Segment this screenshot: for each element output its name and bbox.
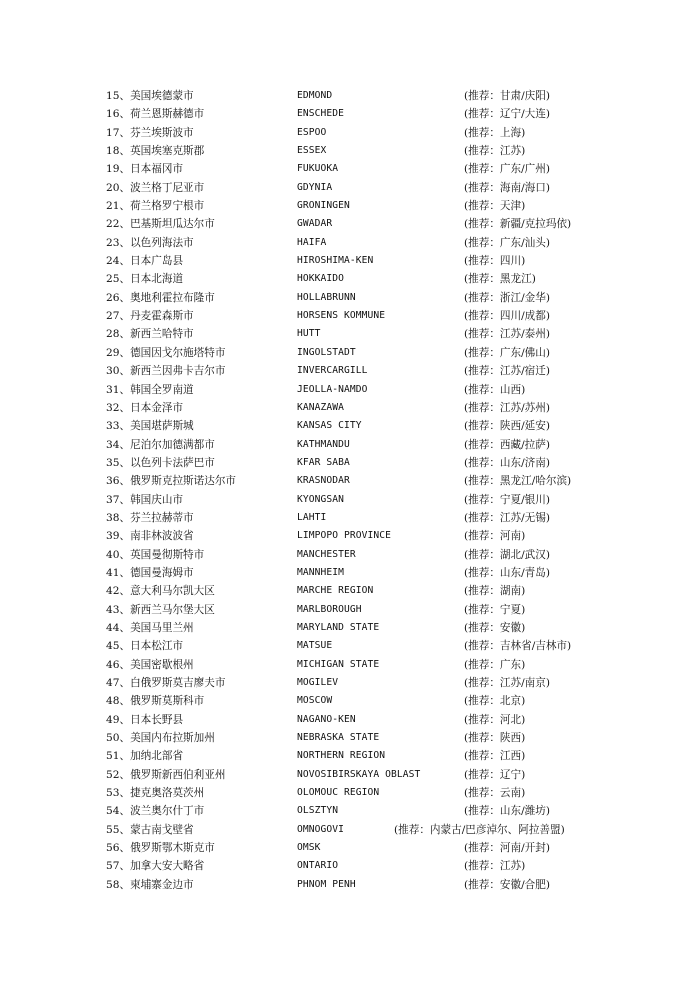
city-chinese-name: 42、意大利马尔凯大区 [106,585,215,598]
recommended-partner: (推荐：河南/开封) [464,842,550,855]
city-english-name: HUTT [297,328,321,340]
city-chinese-name: 26、奥地利霍拉布隆市 [106,291,215,304]
city-chinese-name: 45、日本松江市 [106,640,184,653]
list-item [106,582,666,600]
list-item [106,472,666,490]
city-chinese-name: 57、加拿大安大略省 [106,860,205,873]
recommended-partner: (推荐：山东/济南) [464,456,550,469]
recommended-partner: (推荐：浙江/金华) [464,291,550,304]
city-english-name: ONTARIO [297,860,339,872]
city-chinese-name: 31、韩国全罗南道 [106,383,194,396]
list-item [106,325,666,343]
city-chinese-name: 18、英国埃塞克斯郡 [106,145,205,158]
sister-city-list [106,87,666,894]
recommended-partner: (推荐：山东/潍坊) [464,805,550,818]
recommended-partner: (推荐：江西) [464,750,526,763]
city-english-name: MICHIGAN STATE [297,658,380,670]
city-english-name: KATHMANDU [297,438,350,450]
recommended-partner: (推荐：黑龙江/哈尔滨) [464,475,572,488]
recommended-partner: (推荐：安徽) [464,621,526,634]
city-english-name: HORSENS KOMMUNE [297,310,386,322]
list-item [106,344,666,362]
list-item [106,766,666,784]
list-item [106,87,666,105]
city-chinese-name: 30、新西兰因弗卡吉尔市 [106,365,226,378]
recommended-partner: (推荐：广东) [464,658,526,671]
city-english-name: HOKKAIDO [297,273,345,285]
city-chinese-name: 22、巴基斯坦瓜达尔市 [106,218,215,231]
recommended-partner: (推荐：辽宁/大连) [464,108,550,121]
list-item [106,179,666,197]
recommended-partner: (推荐：西藏/拉萨) [464,438,550,451]
recommended-partner: (推荐：内蒙古/巴彦淖尔、阿拉善盟) [394,823,565,836]
city-english-name: MOGILEV [297,677,339,688]
recommended-partner: (推荐：陕西/延安) [464,420,550,433]
recommended-partner: (推荐：广东/佛山) [464,346,550,359]
city-chinese-name: 19、日本福冈市 [106,163,184,176]
city-chinese-name: 44、美国马里兰州 [106,621,194,634]
city-english-name: GRONINGEN [297,200,350,212]
list-item [106,454,666,472]
city-english-name: KANSAS CITY [297,420,362,432]
list-item [106,619,666,637]
list-item [106,509,666,527]
city-english-name: HOLLABRUNN [297,291,356,303]
city-chinese-name: 28、新西兰哈特市 [106,328,194,341]
recommended-partner: (推荐：广东/广州) [464,163,550,176]
list-item [106,234,666,252]
city-english-name: HIROSHIMA-KEN [297,255,374,267]
city-english-name: KANAZAWA [297,401,345,413]
city-english-name: NOVOSIBIRSKAYA OBLAST [297,768,421,780]
list-item [106,491,666,509]
list-item [106,270,666,288]
city-chinese-name: 16、荷兰恩斯赫德市 [106,108,205,121]
list-item [106,711,666,729]
city-english-name: MATSUE [297,640,333,652]
recommended-partner: (推荐：黑龙江) [464,273,536,286]
city-english-name: FUKUOKA [297,163,339,175]
city-english-name: OMNOGOVI [297,823,345,835]
city-english-name: MARLBOROUGH [297,603,362,615]
city-chinese-name: 51、加纳北部省 [106,750,184,763]
city-chinese-name: 43、新西兰马尔堡大区 [106,603,215,616]
city-english-name: ESSEX [297,145,327,157]
city-chinese-name: 17、芬兰埃斯波市 [106,126,194,139]
list-item [106,601,666,619]
recommended-partner: (推荐：山东/青岛) [464,566,550,579]
city-english-name: INGOLSTADT [297,346,356,358]
list-item [106,821,666,839]
city-english-name: OMSK [297,842,321,854]
city-chinese-name: 53、捷克奥洛莫茨州 [106,787,205,800]
city-chinese-name: 20、波兰格丁尼亚市 [106,181,205,194]
city-english-name: ENSCHEDE [297,108,345,120]
recommended-partner: (推荐：宁夏/银川) [464,493,550,506]
list-item [106,876,666,894]
city-chinese-name: 23、以色列海法市 [106,236,194,249]
list-item [106,399,666,417]
list-item [106,142,666,160]
list-item [106,381,666,399]
list-item [106,839,666,857]
list-item [106,656,666,674]
city-chinese-name: 48、俄罗斯莫斯科市 [106,695,205,708]
recommended-partner: (推荐：宁夏) [464,603,526,616]
city-chinese-name: 34、尼泊尔加德满都市 [106,438,215,451]
recommended-partner: (推荐：江苏/南京) [464,677,550,689]
list-item [106,307,666,325]
list-item [106,857,666,875]
recommended-partner: (推荐：北京) [464,695,526,708]
recommended-partner: (推荐：河北) [464,713,526,726]
city-english-name: MARCHE REGION [297,585,374,597]
list-item [106,674,666,692]
city-chinese-name: 21、荷兰格罗宁根市 [106,200,205,213]
city-chinese-name: 27、丹麦霍森斯市 [106,310,194,323]
city-chinese-name: 15、美国埃德蒙市 [106,90,194,102]
city-chinese-name: 25、日本北海道 [106,273,184,286]
city-english-name: HAIFA [297,236,327,248]
city-chinese-name: 40、英国曼彻斯特市 [106,548,205,561]
list-item [106,362,666,380]
list-item [106,527,666,545]
list-item [106,637,666,655]
city-english-name: LAHTI [297,511,327,523]
city-english-name: OLOMOUC REGION [297,787,380,799]
recommended-partner: (推荐：安徽/合肥) [464,878,550,891]
city-english-name: MANNHEIM [297,566,345,578]
list-item [106,215,666,233]
city-english-name: NORTHERN REGION [297,750,386,762]
city-english-name: INVERCARGILL [297,365,368,377]
recommended-partner: (推荐：辽宁) [464,768,526,781]
recommended-partner: (推荐：海南/海口) [464,181,550,194]
recommended-partner: (推荐：江苏/苏州) [464,401,550,414]
list-item [106,546,666,564]
city-chinese-name: 39、南非林波波省 [106,530,194,543]
city-english-name: KRASNODAR [297,475,350,487]
recommended-partner: (推荐：江苏/泰州) [464,328,550,341]
list-item [106,124,666,142]
city-chinese-name: 37、韩国庆山市 [106,493,184,506]
city-english-name: NEBRASKA STATE [297,732,380,744]
recommended-partner: (推荐：天津) [464,200,526,213]
recommended-partner: (推荐：广东/汕头) [464,236,550,249]
city-chinese-name: 49、日本长野县 [106,713,184,726]
city-english-name: ESPOO [297,126,327,138]
city-english-name: LIMPOPO PROVINCE [297,530,392,542]
city-english-name: PHNOM PENH [297,878,356,890]
city-chinese-name: 36、俄罗斯克拉斯诺达尔市 [106,475,237,488]
city-english-name: GDYNIA [297,181,333,193]
recommended-partner: (推荐：江苏/无锡) [464,511,550,524]
recommended-partner: (推荐：河南) [464,530,526,543]
city-chinese-name: 32、日本金泽市 [106,401,184,414]
list-item [106,252,666,270]
recommended-partner: (推荐：新疆/克拉玛依) [464,218,572,231]
recommended-partner: (推荐：四川) [464,255,526,268]
city-english-name: MARYLAND STATE [297,621,380,633]
city-chinese-name: 50、美国内布拉斯加州 [106,732,215,745]
recommended-partner: (推荐：湖北/武汉) [464,548,550,561]
city-english-name: MOSCOW [297,695,333,707]
city-chinese-name: 54、波兰奥尔什丁市 [106,805,205,818]
recommended-partner: (推荐：吉林省/吉林市) [464,640,572,653]
city-chinese-name: 35、以色列卡法萨巴市 [106,456,215,469]
recommended-partner: (推荐：陕西) [464,732,526,745]
list-item [106,564,666,582]
recommended-partner: (推荐：江苏) [464,145,526,158]
recommended-partner: (推荐：云南) [464,787,526,800]
list-item [106,289,666,307]
city-chinese-name: 46、美国密歇根州 [106,658,194,671]
recommended-partner: (推荐：湖南) [464,585,526,598]
city-chinese-name: 47、白俄罗斯莫吉廖夫市 [106,677,226,689]
city-english-name: OLSZTYN [297,805,339,817]
city-chinese-name: 58、柬埔寨金边市 [106,878,194,891]
city-chinese-name: 33、美国堪萨斯城 [106,420,194,433]
recommended-partner: (推荐：江苏) [464,860,526,873]
city-chinese-name: 56、俄罗斯鄂木斯克市 [106,842,215,855]
list-item [106,729,666,747]
city-chinese-name: 38、芬兰拉赫蒂市 [106,511,194,524]
city-chinese-name: 55、蒙古南戈壁省 [106,823,194,836]
city-english-name: JEOLLA-NAMDO [297,383,368,395]
city-chinese-name: 24、日本广岛县 [106,255,184,268]
recommended-partner: (推荐：上海) [464,126,526,139]
city-english-name: GWADAR [297,218,333,230]
recommended-partner: (推荐：四川/成都) [464,310,550,323]
recommended-partner: (推荐：甘肃/庆阳) [464,90,550,102]
city-english-name: EDMOND [297,90,333,101]
list-item [106,160,666,178]
city-english-name: KFAR SABA [297,456,350,468]
city-chinese-name: 41、德国曼海姆市 [106,566,194,579]
list-item [106,197,666,215]
city-english-name: MANCHESTER [297,548,356,560]
list-item [106,692,666,710]
city-english-name: KYONGSAN [297,493,345,505]
list-item [106,417,666,435]
recommended-partner: (推荐：山西) [464,383,526,396]
list-item [106,436,666,454]
recommended-partner: (推荐：江苏/宿迁) [464,365,550,378]
list-item [106,747,666,765]
list-item [106,784,666,802]
list-item [106,802,666,820]
list-item [106,105,666,123]
city-chinese-name: 52、俄罗斯新西伯利亚州 [106,768,226,781]
city-english-name: NAGANO-KEN [297,713,356,725]
city-chinese-name: 29、德国因戈尔施塔特市 [106,346,226,359]
